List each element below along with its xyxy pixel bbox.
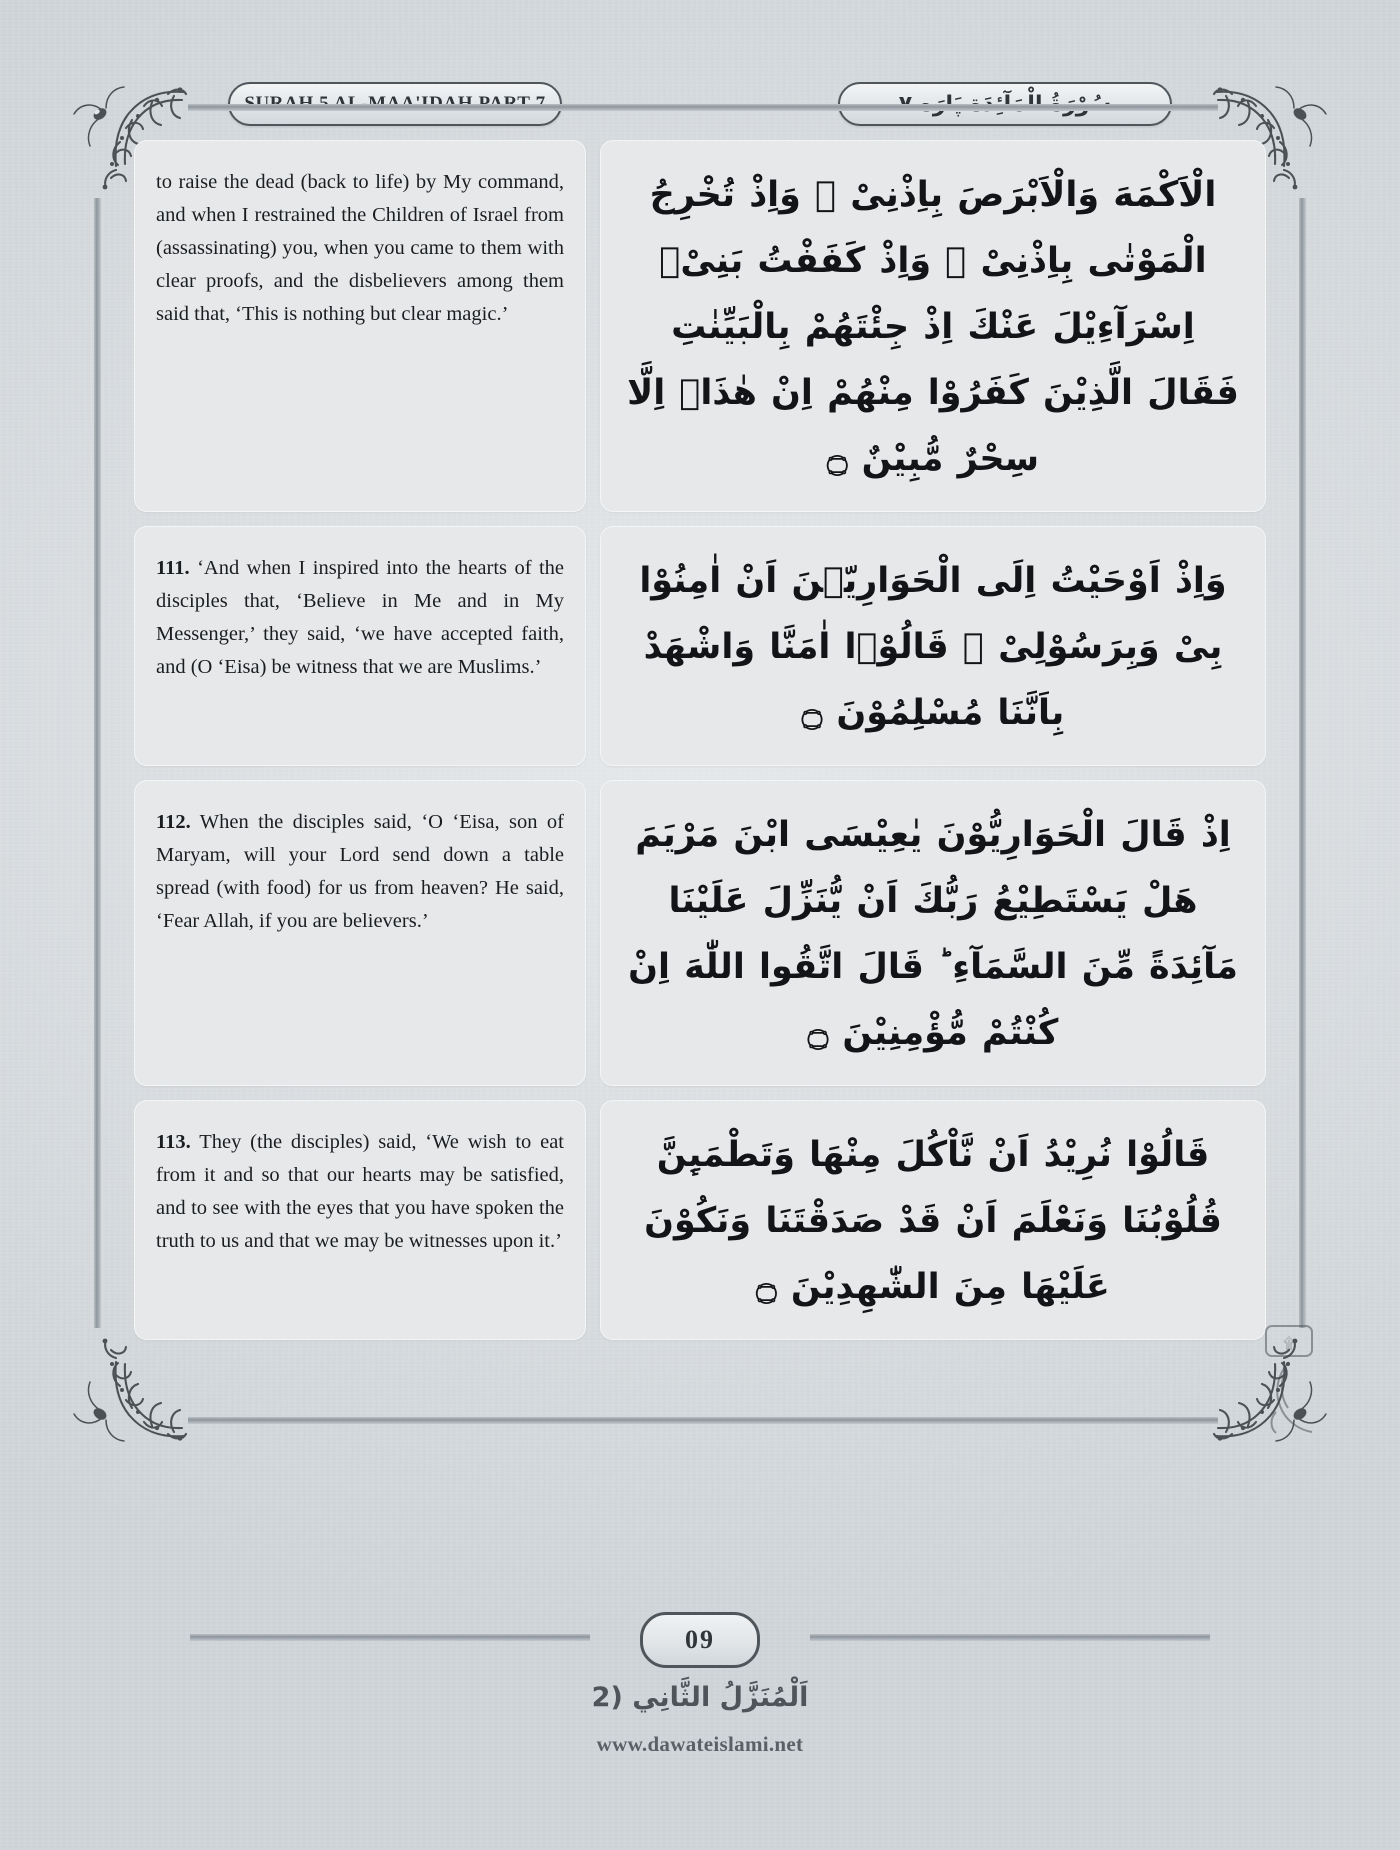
verse-english-panel: [134, 1100, 586, 1340]
verse-number: 112.: [156, 811, 191, 833]
verse-english-body: They (the disciples) said, ‘We wish to eat from it and so that our hearts may be satisfied, and to see with the eyes that you have spoken the truth to us and that we may be witnesses upon it.’: [156, 1131, 564, 1252]
verse-english-panel: [134, 526, 586, 766]
verse-row: [134, 1100, 1266, 1340]
verse-arabic-panel: [600, 1100, 1266, 1340]
svg-text:۩: ۩: [1283, 1334, 1295, 1352]
footer-right-rule: [810, 1634, 1210, 1641]
footer-website-url[interactable]: www.dawateislami.net: [596, 1732, 804, 1756]
footer-arabic-label: اَلْمُنَزَّلُ الثَّانِي (2: [591, 1682, 809, 1713]
side-seal-ornament-icon: [1256, 1320, 1326, 1440]
verse-arabic-text: الْاَكْمَهَ وَالْاَبْرَصَ بِاِذْنِیْ ۚ وَاِذْ تُخْرِجُ الْمَوْتٰى بِاِذْنِیْ ۚ وَاِذْ كَفَفْتُ بَنِیْۤ اِسْرَآءِیْلَ عَنْكَ اِذْ جِئْتَهُمْ بِالْبَیِّنٰتِ فَقَالَ الَّذِیْنَ كَفَرُوْا مِنْهُمْ اِنْ هٰذَاۤ اِلَّا سِحْرٌ مُّبِیْنٌ ۝: [627, 175, 1239, 479]
verse-row: [134, 526, 1266, 766]
verse-arabic-panel: [600, 526, 1266, 766]
verse-english-panel: [134, 780, 586, 1086]
frame-right-rule: [1299, 198, 1306, 1328]
verse-english-text: [156, 166, 564, 331]
frame-bottom-rule: [188, 1417, 1218, 1424]
verse-arabic-text: اِذْ قَالَ الْحَوَارِیُّوْنَ یٰعِیْسَى ابْنَ مَرْیَمَ هَلْ یَسْتَطِیْعُ رَبُّكَ اَنْ یُّنَزِّلَ عَلَیْنَا مَآئِدَةً مِّنَ السَّمَآءِ ؕ قَالَ اتَّقُوا اللّٰهَ اِنْ كُنْتُمْ مُّؤْمِنِیْنَ ۝: [628, 815, 1238, 1053]
verse-row: [134, 140, 1266, 512]
page-number: 09: [640, 1612, 760, 1668]
verse-english-text: [156, 806, 564, 938]
verse-english-text: [156, 552, 564, 684]
verse-arabic-panel: [600, 780, 1266, 1086]
verse-english-body: to raise the dead (back to life) by My command, and when I restrained the Children of Israel from (assassinating) you, when you came to them with clear proofs, and the disbelievers among them said that, ‘This is nothing but clear magic.’: [156, 171, 564, 325]
verse-english-text: [156, 1126, 564, 1258]
corner-ornament-icon: [56, 1330, 188, 1462]
verse-english-body: When the disciples said, ‘O ‘Eisa, son of Maryam, will your Lord send down a table spread (with food) for us from heaven? He said, ‘Fear Allah, if you are believers.’: [156, 811, 564, 932]
frame-left-rule: [94, 198, 101, 1328]
frame-top-rule: [188, 104, 1218, 111]
verse-arabic-panel: [600, 140, 1266, 512]
verse-arabic-text: وَاِذْ اَوْحَیْتُ اِلَى الْحَوَارِیّٖنَ اَنْ اٰمِنُوْا بِیْ وَبِرَسُوْلِیْ ۚ قَالُوْۤا اٰمَنَّا وَاشْهَدْ بِاَنَّنَا مُسْلِمُوْنَ ۝: [639, 561, 1227, 733]
page-footer: [0, 1550, 1400, 1850]
verse-english-panel: [134, 140, 586, 512]
verse-arabic-text: قَالُوْا نُرِیْدُ اَنْ نَّاْكُلَ مِنْهَا وَتَطْمَىِٕنَّ قُلُوْبُنَا وَنَعْلَمَ اَنْ قَدْ صَدَقْتَنَا وَنَكُوْنَ عَلَیْهَا مِنَ الشّٰهِدِیْنَ ۝: [644, 1135, 1222, 1307]
verse-number: 111.: [156, 557, 190, 579]
footer-left-rule: [190, 1634, 590, 1641]
verse-list: [134, 140, 1266, 1340]
verse-number: 113.: [156, 1131, 191, 1153]
verse-row: [134, 780, 1266, 1086]
verse-english-body: ‘And when I inspired into the hearts of the disciples that, ‘Believe in Me and in My Messenger,’ they said, ‘we have accepted faith, and (O ‘Eisa) be witness that we are Muslims.’: [156, 557, 565, 678]
